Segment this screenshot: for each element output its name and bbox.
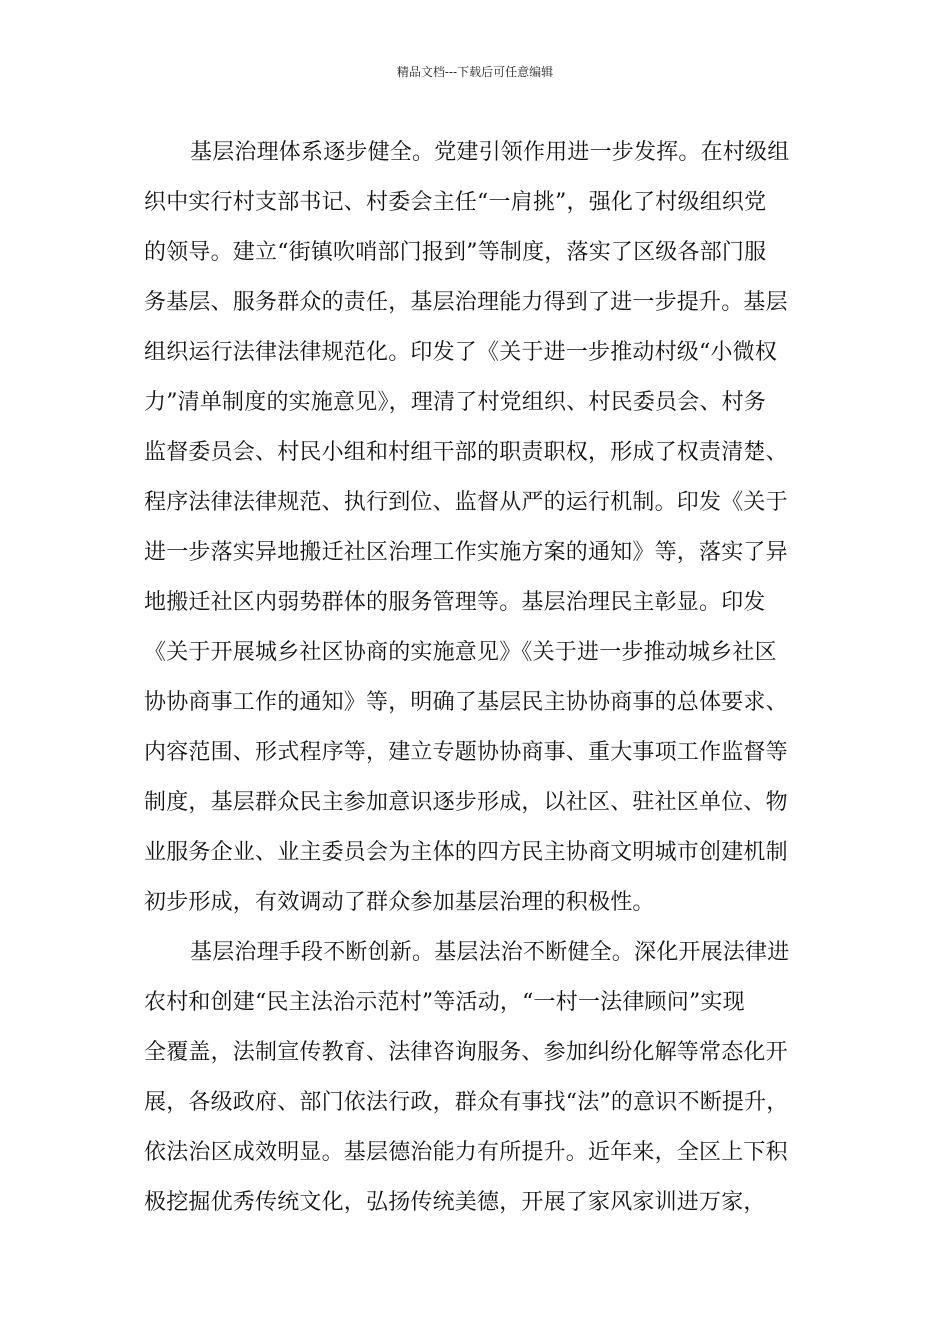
text-line: 农村和创建“民主法治示范村”等活动，“一村一法律顾问”实现: [144, 990, 745, 1015]
text-line: 程序法律法律规范、执行到位、监督从严的运行机制。印发《关于: [144, 490, 788, 515]
text-line: 展，各级政府、部门依法行政，群众有事找“法”的意识不断提升，: [144, 1090, 789, 1115]
text-line: 力”清单制度的实施意见》，理清了村党组织、村民委员会、村务: [144, 390, 767, 415]
document-body: [144, 128, 828, 1228]
text-line: 监督委员会、村民小组和村组干部的职责职权，形成了权责清楚、: [144, 440, 788, 465]
page-header: 精品文档---下载后可任意编辑: [396, 65, 554, 79]
text-line: 基层治理体系逐步健全。党建引领作用进一步发挥。在村级组: [190, 140, 790, 165]
text-line: 初步形成，有效调动了群众参加基层治理的积极性。: [144, 890, 655, 915]
text-line: 内容范围、形式程序等，建立专题协协商事、重大事项工作监督等: [144, 740, 788, 765]
text-line: 进一步落实异地搬迁社区治理工作实施方案的通知》等，落实了异: [144, 540, 788, 565]
text-line: 地搬迁社区内弱势群体的服务管理等。基层治理民主彰显。印发: [144, 590, 766, 615]
text-line: 制度，基层群众民主参加意识逐步形成，以社区、驻社区单位、物: [144, 790, 788, 815]
text-line: 《关于开展城乡社区协商的实施意见》《关于进一步推动城乡社区: [144, 640, 777, 665]
text-line: 业服务企业、业主委员会为主体的四方民主协商文明城市创建机制: [144, 840, 788, 865]
text-line: 务基层、服务群众的责任，基层治理能力得到了进一步提升。基层: [144, 290, 788, 315]
text-line: 组织运行法律法律规范化。印发了《关于进一步推动村级“小微权: [144, 340, 778, 365]
text-line: 极挖掘优秀传统文化，弘扬传统美德，开展了家风家训进万家，: [144, 1190, 766, 1215]
text-line: 依法治区成效明显。基层德治能力有所提升。近年来，全区上下积: [144, 1140, 788, 1165]
text-line: 织中实行村支部书记、村委会主任“一肩挑”，强化了村级组织党: [144, 190, 767, 215]
paragraph: [144, 928, 828, 1228]
text-line: 全覆盖，法制宣传教育、法律咨询服务、参加纠纷化解等常态化开: [144, 1040, 788, 1065]
paragraph: [144, 128, 828, 928]
text-line: 基层治理手段不断创新。基层法治不断健全。深化开展法律进: [190, 940, 790, 965]
text-line: 的领导。建立“街镇吹哨部门报到”等制度，落实了区级各部门服: [144, 240, 767, 265]
text-line: 协协商事工作的通知》等，明确了基层民主协协商事的总体要求、: [144, 690, 788, 715]
